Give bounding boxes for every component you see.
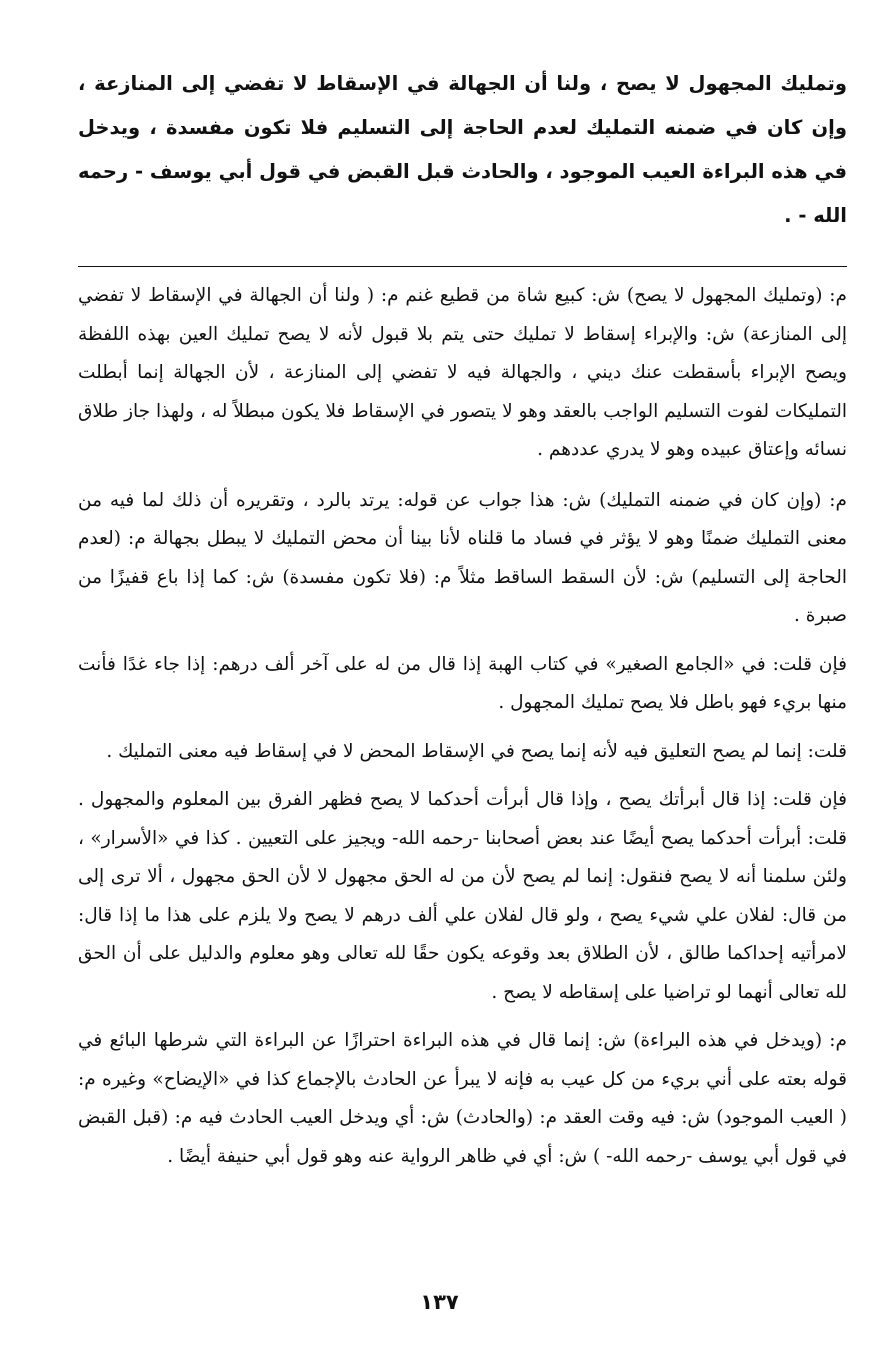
main-text: وتمليك المجهول لا يصح ، ولنا أن الجهالة في الإسقاط لا تفضي إلى المنازعة ، وإن كان في ضمنه التمليك لعدم الحاجة إلى التسليم فلا تكون مفسدة ، ويدخل في هذه البراءة العيب الموجود ، والحادث قبل القبض في قول أبي يوسف - رحمه الله - . <box>78 72 847 227</box>
page-body <box>78 62 847 1186</box>
text-divider <box>78 266 847 267</box>
commentary-paragraph: فإن قلت: في «الجامع الصغير» في كتاب الهبة إذا قال من له على آخر ألف درهم: إذا جاء غدًا فأنت منها بريء فهو باطل فلا يصح تمليك المجهول . <box>78 653 847 713</box>
commentary-paragraph: فإن قلت: إذا قال أبرأتك يصح ، وإذا قال أبرأت أحدكما لا يصح فظهر الفرق بين المعلوم والمجهول . قلت: أبرأت أحدكما يصح أيضًا عند بعض أصحابنا -رحمه الله- ويجيز على التعيين . كذا في «الأسرار» ، ولئن سلمنا أنه لا يصح فنقول: إنما لم يصح لأن من له الحق مجهول لا لأن الحق مجهول ، ألا ترى إلى من قال: لفلان علي شيء يصح ، ولو قال لفلان علي ألف درهم لا يصح ولا يلزم على هذا ما إذا قال: لامرأتيه إحداكما طالق ، لأن الطلاق بعد وقوعه يكون حقًا لله تعالى وهو معلوم والدليل على أن الحق لله تعالى أنهما لو تراضيا على إسقاطه لا يصح . <box>78 789 847 1003</box>
commentary-paragraph: قلت: إنما لم يصح التعليق فيه لأنه إنما يصح في الإسقاط المحض لا في إسقاط فيه معنى التمليك . <box>106 740 847 762</box>
commentary-paragraph: م: (وإن كان في ضمنه التمليك) ش: هذا جواب عن قوله: يرتد بالرد ، وتقريره أن ذلك لما فيه من معنى التمليك ضمنًا وهو لا يؤثر في فساد ما قلناه لأنا بينا أن محض التمليك لا يبطل بجهالة م: (لعدم الحاجة إلى التسليم) ش: لأن السقط الساقط مثلاً م: (فلا تكون مفسدة) ش: كما إذا باع قفيزًا من صبرة . <box>78 489 847 626</box>
commentary-paragraph: م: (وتمليك المجهول لا يصح) ش: كبيع شاة من قطيع غنم م: ( ولنا أن الجهالة في الإسقاط لا تفضي إلى المنازعة) ش: والإبراء إسقاط لا تمليك حتى يتم بلا قبول لأنه لا يصح تمليك العين بهذه اللفظة ويصح الإبراء بأسقطت عنك ديني ، والجهالة فيه لا تفضي إلى المنازعة ، لأن الجهالة إنما أبطلت التمليكات لفوت التسليم الواجب بالعقد وهو لا يتصور في الإسقاط فلا يكون مبطلاً له ، ولهذا جاز طلاق نسائه وإعتاق عبيده وهو لا يدري عددهم . <box>78 285 847 460</box>
commentary-paragraph: م: (ويدخل في هذه البراءة) ش: إنما قال في هذه البراءة احترازًا عن البراءة التي شرطها البائع في قوله بعته على أني بريء من كل عيب به فإنه لا يبرأ عن الحادث بالإجماع كذا في «الإيضاح» وغيره م: ( العيب الموجود) ش: فيه وقت العقد م: (والحادث) ش: أي ويدخل العيب الحادث فيه م: (قبل القبض في قول أبي يوسف -رحمه الله- ) ش: أي في ظاهر الرواية عنه وهو قول أبي حنيفة أيضًا . <box>78 1030 847 1167</box>
commentary-section <box>78 277 847 1176</box>
page-number: ١٣٧ <box>420 1290 459 1314</box>
